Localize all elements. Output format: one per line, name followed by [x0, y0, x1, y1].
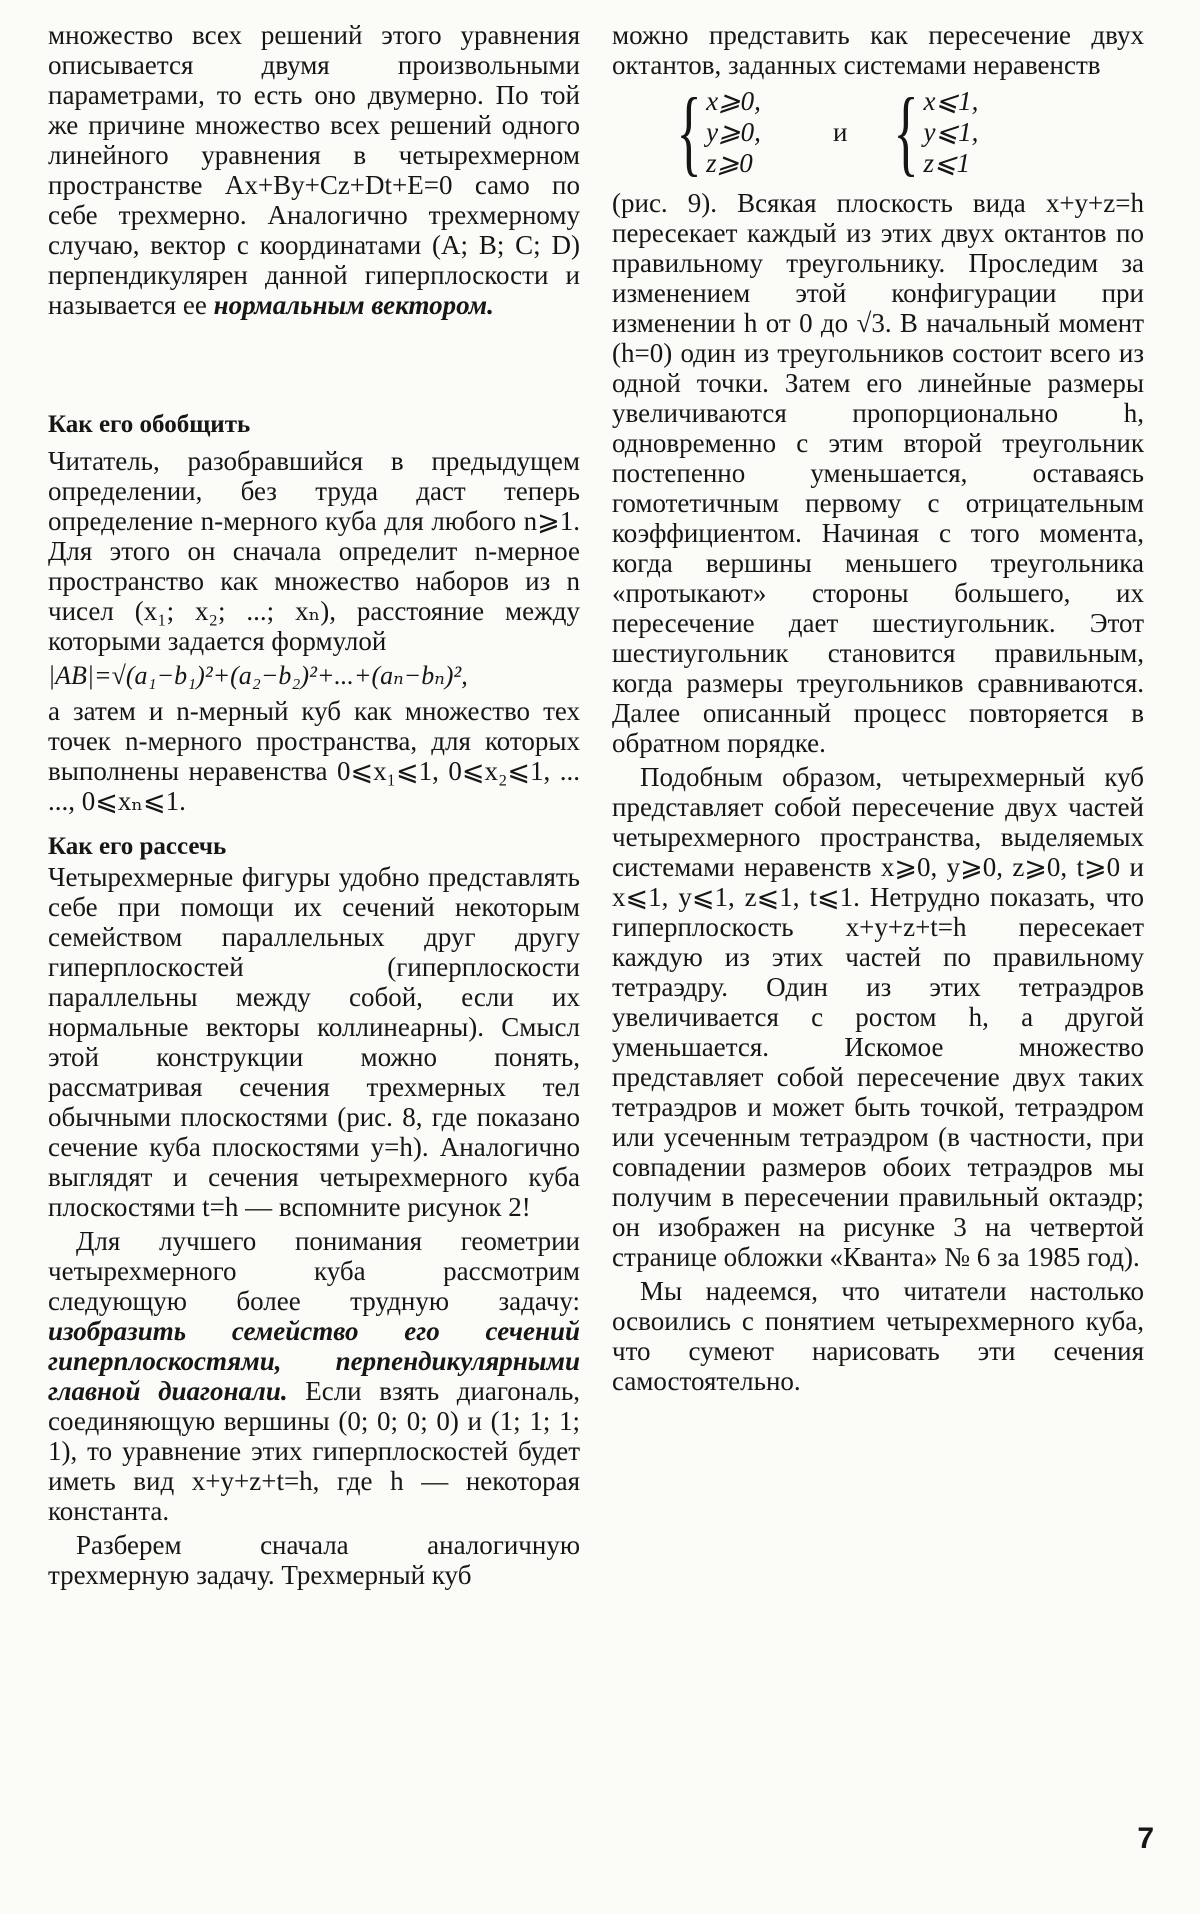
paragraph-problem: Для лучшего понимания геометрии четырехмерного куба рассмотрим следующую более трудную задачу: изобразить семейство его сечений гиперплоскостями, перпендикулярными главной диагонали. Если взять диагональ, соединяющую вершины (0; 0; 0; 0) и (1; 1; 1; 1), то уравнение этих гиперплоскостей будет иметь вид x+y+z+t=h, где h — некоторая константа.: [48, 1226, 581, 1526]
conjunction: и: [832, 116, 848, 147]
left-column: [48, 20, 580, 1590]
heading-generalize: Как его обобщить: [48, 411, 251, 438]
paragraph-n-dim-cube: а затем и n-мерный куб как множество тех точек n-мерного пространства, для которых выполнены неравенства 0⩽x₁⩽1, 0⩽x₂⩽1, ... ..., 0⩽xₙ⩽1.: [48, 696, 580, 816]
paragraph-n-dim-space: Читатель, разобравшийся в предыдущем определении, без труда даст теперь определение n-мерного куба для любого n⩾1. Для этого он сначала определит n-мерное пространство как множество наборов из n чисел (x₁; x₂; ...; xₙ), расстояние между которыми задается формулой: [48, 446, 580, 656]
paragraph-3d-analog: Разберем сначала аналогичную трехмерную задачу. Трехмерный куб: [48, 1530, 580, 1590]
paragraph-octants: можно представить как пересечение двух октантов, заданных системами неравенств: [612, 20, 1144, 80]
paragraph-sections: Четырехмерные фигуры удобно представлять себе при помощи их сечений некоторым семейством параллельных друг другу гиперплоскостей (гиперплоскости параллельны между собой, если их нормальные векторы коллинеарны). Смысл этой конструкции можно понять, рассматривая сечения трехмерных тел обычными плоскостями (рис. 8, где показано сечение куба плоскостями y=h). Аналогично выглядят и сечения четырехмерного куба плоскостями t=h — вспомните рисунок 2!: [48, 862, 580, 1222]
problem-statement-2: гиперплоскостями, перпендикулярными главной диагонали.: [48, 1346, 580, 1406]
inequality-systems: [612, 78, 1144, 185]
heading-section: Как его рассечь: [48, 833, 227, 860]
term-normal-vector: нормальным вектором.: [213, 290, 494, 320]
paragraph-conclusion: Мы надеемся, что читатели настолько освоились с понятием четырехмерного куба, что сумеют нарисовать эти сечения самостоятельно.: [612, 1276, 1144, 1396]
left-brace-icon: {: [893, 78, 920, 185]
paragraph-hyperplane: множество всех решений этого уравнения описывается двумя произвольными параметрами, то есть оно двумерно. По той же причине множество всех решений одного линейного уравнения в четырехмерном пространстве Ax+By+Cz+Dt+E=0 само по себе трехмерно. Аналогично трехмерному случаю, вектор с координатами (A; B; C; D) перпендикулярен данной гиперплоскости и называется ее нормальным вектором.: [48, 20, 580, 320]
problem-statement-1: изобразить семейство его сечений: [48, 1316, 580, 1346]
paragraph-triangles: (рис. 9). Всякая плоскость вида x+y+z=h пересекает каждый из этих двух октантов по правильному треугольнику. Проследим за изменением этой конфигурации при изменении h от 0 до √3. В начальный момент (h=0) один из треугольников состоит всего из одной точки. Затем его линейные размеры увеличиваются пропорционально h, одновременно с этим второй треугольник постепенно уменьшается, оставаясь гомотетичным первому с отрицательным коэффициентом. Начиная с того момента, когда вершины меньшего треугольника «протыкают» стороны большего, их пересечение дает шестиугольник. Этот шестиугольник становится правильным, когда размеры треугольников сравниваются. Далее описанный процесс повторяется в обратном порядке.: [612, 188, 1144, 758]
distance-formula: |AB|=√(a₁−b₁)²+(a₂−b₂)²+...+(aₙ−bₙ)²,: [48, 661, 468, 690]
right-column: [612, 20, 1144, 1396]
system-upper: { x⩽1, y⩽1, z⩽1: [893, 78, 979, 185]
system-lower: { x⩾0, y⩾0, z⩾0: [676, 78, 761, 185]
page-number: 7: [1137, 1822, 1154, 1855]
left-brace-icon: {: [676, 78, 702, 185]
paragraph-tetrahedra: Подобным образом, четырехмерный куб представляет собой пересечение двух частей четырехмерного пространства, выделяемых системами неравенств x⩾0, y⩾0, z⩾0, t⩾0 и x⩽1, y⩽1, z⩽1, t⩽1. Нетрудно показать, что гиперплоскость x+y+z+t=h пересекает каждую из этих частей по правильному тетраэдру. Один из этих тетраэдров увеличивается с ростом h, а другой уменьшается. Искомое множество представляет собой пересечение двух таких тетраэдров и может быть точкой, тетраэдром или усеченным тетраэдром (в частности, при совпадении размеров обоих тетраэдров мы получим в пересечении правильный октаэдр; он изображен на рисунке 3 на четвертой странице обложки «Кванта» № 6 за 1985 год).: [612, 762, 1144, 1272]
